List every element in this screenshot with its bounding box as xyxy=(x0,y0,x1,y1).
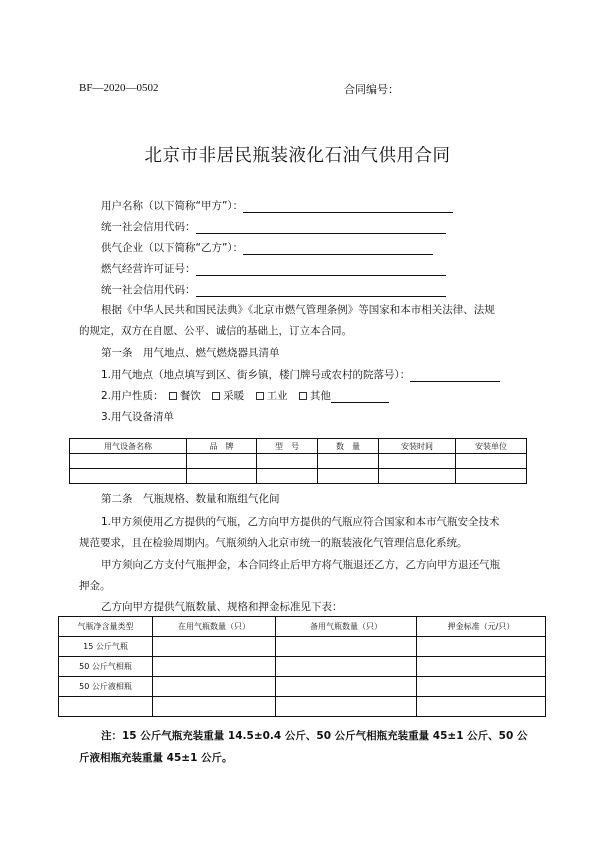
table-header-cell: 安装单位 xyxy=(456,439,527,454)
cylinder-type-cell: 15 公斤气瓶 xyxy=(59,637,153,657)
article-2-p1-line-1: 1.甲方须使用乙方提供的气瓶，乙方向甲方提供的气瓶应符合国家和本市气瓶安全技术 xyxy=(101,516,500,528)
checkbox-industry[interactable] xyxy=(256,392,264,400)
table-cell[interactable] xyxy=(153,697,276,717)
table-cell[interactable] xyxy=(417,657,546,677)
table-cell[interactable] xyxy=(153,657,276,677)
article-2-p1-line-2: 规范要求，且在检验周期内。气瓶须纳入北京市统一的瓶装液化气管理信息化系统。 xyxy=(79,537,468,549)
note-line-1: 注：15 公斤气瓶充装重量 14.5±0.4 公斤、50 公斤气相瓶充装重量 45±1 公斤、50 公 xyxy=(101,730,528,742)
contract-no-label: 合同编号： xyxy=(344,83,399,96)
option-heating: 采暖 xyxy=(223,390,245,402)
field-label: 统一社会信用代码： xyxy=(101,284,196,296)
table-row xyxy=(70,454,527,469)
article-1-heading: 第一条 用气地点、燃气燃烧器具清单 xyxy=(101,347,280,359)
field-user-name xyxy=(101,198,453,213)
intro-paragraph-line-1: 根据《中华人民共和国民法典》《北京市燃气管理条例》等国家和本市相关法律、法规 xyxy=(101,304,495,316)
option-catering: 餐饮 xyxy=(179,390,201,402)
license-blank[interactable] xyxy=(196,264,446,276)
equipment-table xyxy=(69,438,527,484)
intro-paragraph-line-2: 的规定，双方在自愿、公平、诚信的基础上，订立本合同。 xyxy=(79,325,352,337)
doc-code: BF—2020—0502 xyxy=(79,82,159,94)
user-name-blank[interactable] xyxy=(243,201,453,213)
equipment-list-heading: 3.用气设备清单 xyxy=(101,411,175,423)
table-cell[interactable] xyxy=(417,697,546,717)
cylinder-type-cell: 50 公斤气相瓶 xyxy=(59,657,153,677)
user-nature-line xyxy=(101,388,389,403)
table-cell[interactable] xyxy=(187,454,257,469)
field-license xyxy=(101,261,446,276)
article-2-p3: 乙方向甲方提供气瓶数量、规格和押金标准见下表： xyxy=(101,601,343,613)
table-header-cell: 气瓶净含量类型 xyxy=(59,617,153,637)
table-cell[interactable] xyxy=(379,454,456,469)
table-cell[interactable] xyxy=(318,469,379,484)
table-row xyxy=(59,657,546,677)
article-2-heading: 第二条 气瓶规格、数量和瓶组气化间 xyxy=(101,493,280,505)
location-label: 1.用气地点（地点填写到区、街乡镇，楼门牌号或农村的院落号）： xyxy=(101,369,411,381)
page-title: 北京市非居民瓶装液化石油气供用合同 xyxy=(144,146,451,166)
table-cell[interactable] xyxy=(70,469,187,484)
checkbox-catering[interactable] xyxy=(169,392,177,400)
table-cell[interactable] xyxy=(153,677,276,697)
table-header-cell: 安装时间 xyxy=(379,439,456,454)
table-cell[interactable] xyxy=(257,454,318,469)
credit-code-2-blank[interactable] xyxy=(196,285,446,297)
table-cell[interactable] xyxy=(70,454,187,469)
table-row xyxy=(70,469,527,484)
table-cell[interactable] xyxy=(153,637,276,657)
note-line-2: 斤液相瓶充装重量 45±1 公斤。 xyxy=(79,752,233,764)
table-header-cell: 型 号 xyxy=(257,439,318,454)
article-2-p2-line-1: 甲方须向乙方支付气瓶押金，本合同终止后甲方将气瓶退还乙方，乙方向甲方退还气瓶 xyxy=(101,559,500,571)
table-header-cell: 押金标准（元/只） xyxy=(417,617,546,637)
table-header-cell: 备用气瓶数量（只） xyxy=(276,617,417,637)
table-cell[interactable] xyxy=(456,454,527,469)
table-row xyxy=(59,677,546,697)
table-header-row xyxy=(70,439,527,454)
cylinder-type-cell xyxy=(59,697,153,717)
cylinder-type-cell: 50 公斤液相瓶 xyxy=(59,677,153,697)
field-credit-code-2 xyxy=(101,282,446,297)
table-header-row xyxy=(59,617,546,637)
cylinder-table xyxy=(58,616,546,717)
supplier-blank[interactable] xyxy=(243,243,433,255)
table-cell[interactable] xyxy=(276,637,417,657)
table-header-cell: 在用气瓶数量（只） xyxy=(153,617,276,637)
article-2-p2-line-2: 押金。 xyxy=(79,580,111,592)
location-line xyxy=(101,367,500,382)
table-header-cell: 用气设备名称 xyxy=(70,439,187,454)
table-header-cell: 品 牌 xyxy=(187,439,257,454)
table-row xyxy=(59,637,546,657)
table-row xyxy=(59,697,546,717)
field-label: 燃气经营许可证号： xyxy=(101,263,196,275)
checkbox-other[interactable] xyxy=(299,392,307,400)
table-cell[interactable] xyxy=(257,469,318,484)
option-industry: 工业 xyxy=(266,390,288,402)
location-blank[interactable] xyxy=(410,370,500,382)
field-label: 统一社会信用代码： xyxy=(101,221,196,233)
table-cell[interactable] xyxy=(417,677,546,697)
option-other: 其他 xyxy=(309,390,331,402)
table-cell[interactable] xyxy=(276,697,417,717)
table-cell[interactable] xyxy=(456,469,527,484)
table-cell[interactable] xyxy=(276,657,417,677)
credit-code-1-blank[interactable] xyxy=(196,222,446,234)
table-cell[interactable] xyxy=(417,637,546,657)
field-credit-code-1 xyxy=(101,219,446,234)
table-cell[interactable] xyxy=(276,677,417,697)
table-header-cell: 数 量 xyxy=(318,439,379,454)
table-cell[interactable] xyxy=(379,469,456,484)
user-nature-label: 2.用户性质： xyxy=(101,390,164,402)
field-label: 用户名称（以下简称“甲方”）： xyxy=(101,200,244,212)
checkbox-heating[interactable] xyxy=(212,392,220,400)
field-label: 供气企业（以下简称“乙方”）： xyxy=(101,242,244,254)
other-blank[interactable] xyxy=(331,391,389,403)
field-supplier xyxy=(101,240,433,255)
table-cell[interactable] xyxy=(187,469,257,484)
table-cell[interactable] xyxy=(318,454,379,469)
